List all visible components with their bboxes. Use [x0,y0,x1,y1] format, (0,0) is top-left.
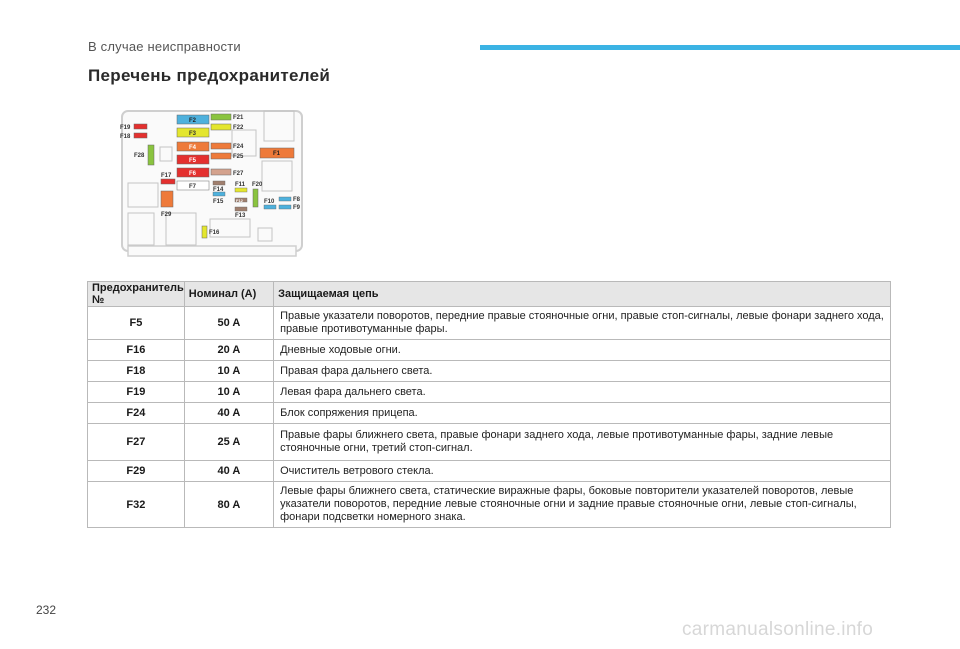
cell-rating: 40 A [184,461,273,482]
fuse-f21 [211,114,231,120]
cell-desc: Очиститель ветрового стекла. [274,461,891,482]
header-circuit: Защищаемая цепь [274,282,891,307]
label-f22: F22 [233,125,244,131]
label-f27: F27 [233,171,244,177]
label-f7: F7 [189,184,197,190]
page-title: Перечень предохранителей [88,66,331,85]
label-f8: F8 [293,197,301,203]
label-f18: F18 [120,134,131,140]
label-f28: F28 [134,153,145,159]
label-f14: F14 [213,187,224,193]
label-f16: F16 [209,230,220,236]
cell-rating: 50 A [184,307,273,340]
cell-rating: 80 A [184,482,273,528]
fuse-f9 [279,205,291,209]
cell-desc: Блок сопряжения прицепа. [274,403,891,424]
fuse-f8 [279,197,291,201]
cell-desc: Правые фары ближнего света, правые фонари заднего хода, левые противотуманные фары, задние левые стояночные огни, третий стоп-сигнал. [274,424,891,461]
page-number: 232 [36,603,57,617]
cell-desc: Правая фара дальнего света. [274,361,891,382]
watermark: carmanualsonline.info [682,619,874,640]
section-header: В случае неисправности [88,39,241,54]
cell-fuse: F16 [88,340,185,361]
cell-rating: 25 A [184,424,273,461]
label-f3: F3 [189,131,197,137]
cell-rating: 10 A [184,382,273,403]
label-f2: F2 [189,118,197,124]
table-row [88,340,891,361]
label-f21: F21 [233,115,244,121]
label-f25: F25 [233,154,244,160]
cell-rating: 10 A [184,361,273,382]
header-accent-bar [480,45,960,50]
table-row [88,461,891,482]
fuse-f14 [213,181,225,185]
fuse-box-diagram [114,103,310,260]
cell-desc: Дневные ходовые огни. [274,340,891,361]
label-f29: F29 [161,212,172,218]
label-f6: F6 [189,171,197,177]
label-f19: F19 [120,125,131,131]
label-f1: F1 [273,151,281,157]
fuse-f13 [235,207,247,211]
label-f13: F13 [235,213,246,219]
fuse-f24 [211,143,231,149]
label-f4: F4 [189,145,197,151]
fuse-f28 [148,145,154,165]
label-f20: F20 [252,182,263,188]
fuse-f19 [134,124,147,129]
fuse-f16 [202,226,207,238]
fuse-f18 [134,133,147,138]
cell-desc: Левые фары ближнего света, статические виражные фары, боковые повторители указателей поворотов, левые указатели поворотов, передние левые стояночные огни и задние правые стояночные огни, левые стоп-сигналы, фонари подсветки номерного знака. [274,482,891,528]
fuse-f22 [211,124,231,130]
cell-fuse: F24 [88,403,185,424]
label-f11: F11 [235,182,246,188]
header-fuse-number: Предохранитель № [88,282,185,307]
fuse-f17 [161,179,175,184]
cell-fuse: F29 [88,461,185,482]
table-row [88,482,891,528]
cell-fuse: F27 [88,424,185,461]
cell-fuse: F18 [88,361,185,382]
table-row [88,403,891,424]
table-row [88,361,891,382]
fuse-box-base [128,246,296,256]
label-f12: F12 [236,198,243,203]
cell-desc: Левая фара дальнего света. [274,382,891,403]
fuse-table [87,281,891,528]
fuse-f29 [161,191,173,207]
fuse-f20 [253,189,258,207]
table-row [88,382,891,403]
label-f15: F15 [213,199,224,205]
label-f5: F5 [189,158,197,164]
table-header-row [88,282,891,307]
fuse-f25 [211,153,231,159]
cell-fuse: F32 [88,482,185,528]
label-f17: F17 [161,173,172,179]
fuse-f27 [211,169,231,175]
label-f10: F10 [264,199,275,205]
label-f9: F9 [293,205,301,211]
label-f24: F24 [233,144,244,150]
fuse-f10 [264,205,276,209]
cell-fuse: F5 [88,307,185,340]
table-row [88,424,891,461]
header-rating: Номинал (A) [184,282,273,307]
cell-rating: 40 A [184,403,273,424]
cell-fuse: F19 [88,382,185,403]
cell-desc: Правые указатели поворотов, передние правые стояночные огни, правые стоп-сигналы, левые фонари заднего хода, правые противотуманные фары. [274,307,891,340]
fuse-f11 [235,188,247,192]
table-row [88,307,891,340]
cell-rating: 20 A [184,340,273,361]
